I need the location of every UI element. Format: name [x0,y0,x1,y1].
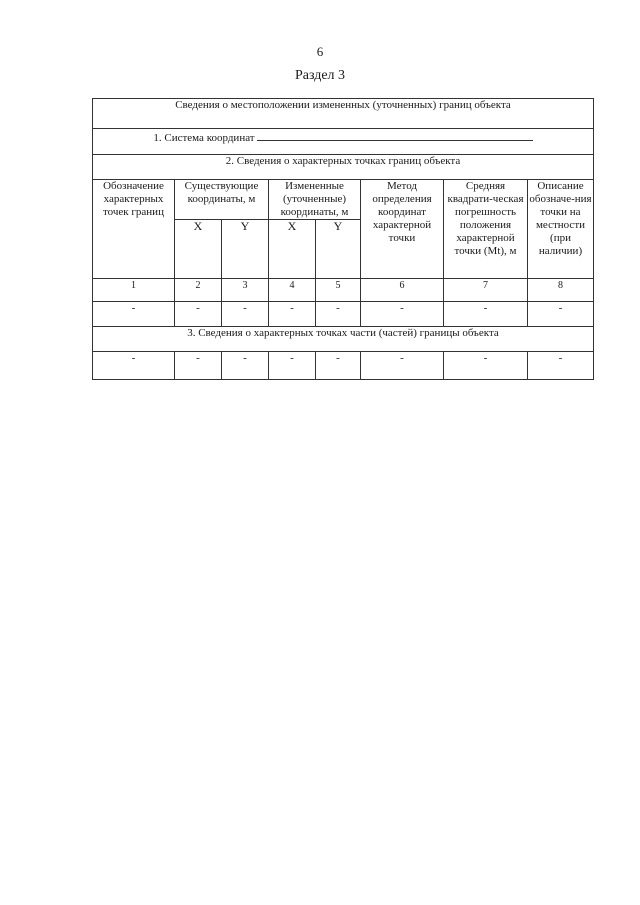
boundary-table [92,98,594,380]
table-cell: - [222,302,269,327]
header-existing-y: Y [222,220,269,279]
header-description: Описание обозначе-ния точки на местности (при наличии) [528,180,594,279]
table-cell: - [316,302,361,327]
column-number: 8 [528,279,594,302]
page-number: 6 [316,44,324,59]
table-cell: - [444,302,528,327]
table-title: Сведения о местоположении измененных (уточненных) границ объекта [93,99,594,129]
table-cell: - [269,302,316,327]
column-number: 2 [175,279,222,302]
column-number: 5 [316,279,361,302]
header-changed-y: Y [316,220,361,279]
table-cell: - [269,352,316,380]
table-cell: - [444,352,528,380]
header-changed-coords: Измененные (уточненные) координаты, м [269,180,361,220]
header-designation: Обозначение характерных точек границ [93,180,175,279]
table-cell: - [316,352,361,380]
table-cell: - [222,352,269,380]
table-cell: - [93,352,175,380]
column-number: 1 [93,279,175,302]
table-cell: - [175,302,222,327]
table-cell: - [361,352,444,380]
coord-system-label: 1. Система координат [153,132,255,144]
parts-label: 3. Сведения о характерных точках части (частей) границы объекта [93,327,594,352]
table-cell: - [361,302,444,327]
table-cell: - [175,352,222,380]
column-numbers-row [93,279,594,302]
header-method: Метод определения координат характерной точки [361,180,444,279]
points-data-row [93,302,594,327]
header-existing-x: X [175,220,222,279]
table-cell: - [93,302,175,327]
header-changed-x: X [269,220,316,279]
points-label: 2. Сведения о характерных точках границ объекта [93,155,594,180]
column-number: 7 [444,279,528,302]
section-title: Раздел 3 [294,68,346,83]
header-existing-coords: Существующие координаты, м [175,180,269,220]
coord-system-blank-line [257,129,533,141]
column-number: 4 [269,279,316,302]
header-error: Средняя квадрати-ческая погрешность положения характерной точки (Mt), м [444,180,528,279]
column-number: 3 [222,279,269,302]
parts-data-row [93,352,594,380]
table-cell: - [528,352,594,380]
table-cell: - [528,302,594,327]
column-number: 6 [361,279,444,302]
coord-system-row [93,129,594,155]
